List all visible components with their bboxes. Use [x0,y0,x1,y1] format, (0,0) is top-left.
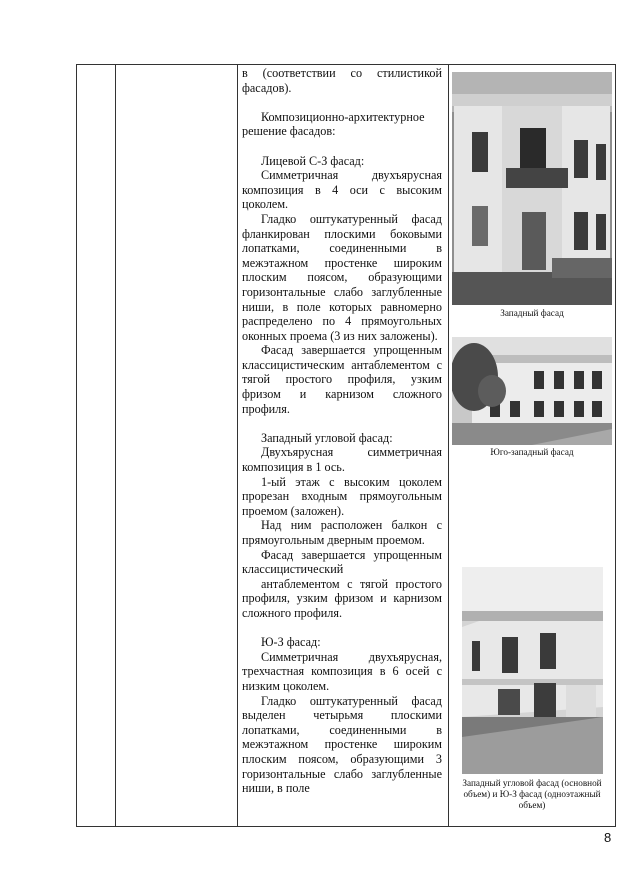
section-heading: Западный угловой фасад: [261,430,393,445]
paragraph: Симметричная двухъярусная композиция в 4 оси с высоким цоколем. [242,168,442,212]
photo-caption: Западный угловой фасад (основной объем) и Ю-З фасад (одноэтажный объем) [462,778,602,810]
paragraph: Композиционно-архитектурное решение фасадов: [242,109,425,139]
section-heading: Ю-З фасад: [261,635,321,650]
paragraph: Гладко оштукатуренный фасад выделен четырьмя плоскими лопатками, соединенными в межэтажном простенке широким плоским поясом, образующими 3 горизонтальные слабо заглубленные ниши, в поле [242,693,442,796]
paragraph: Фасад завершается упрощенным классицистическим антаблементом с тягой простого профиля, узким фризом и карнизом сложного профиля. [242,343,442,416]
west-facade-photo [452,72,612,305]
paragraph: антаблементом с тягой простого профиля, узким фризом и карнизом сложного профиля. [242,576,442,620]
southwest-facade-photo [452,337,612,445]
photo-caption: Юго-западный фасад [490,447,574,457]
corner-facade-photo [462,567,603,774]
table-column-divider [448,65,449,826]
paragraph: Гладко оштукатуренный фасад фланкирован плоскими боковыми лопатками, соединенными в межэтажном простенке широким плоским поясом, образующими горизонтальные слабо заглубленные ниши, в поле которых равномерно распределено по 4 прямоугольных оконных проема (3 из них заложены). [242,211,442,343]
photo-caption: Западный фасад [500,308,564,318]
paragraph: в (соответствии со стилистикой фасадов). [242,66,442,95]
paragraph: 1-ый этаж с высоким цоколем прорезан входным прямоугольным проемом (заложен). [242,474,442,518]
table-column-divider [237,65,238,826]
paragraph: Над ним расположен балкон с прямоугольным дверным проемом. [242,518,442,547]
description-column [242,66,442,796]
paragraph: Фасад завершается упрощенным классицистический [242,547,442,577]
table-column-divider [115,65,116,826]
paragraph: Симметричная двухъярусная, трехчастная композиция в 6 осей с низким цоколем. [242,649,442,693]
paragraph: Двухъярусная симметричная композиция в 1 ось. [242,445,442,475]
page-number: 8 [604,830,612,845]
section-heading: Лицевой С-З фасад: [261,153,365,168]
